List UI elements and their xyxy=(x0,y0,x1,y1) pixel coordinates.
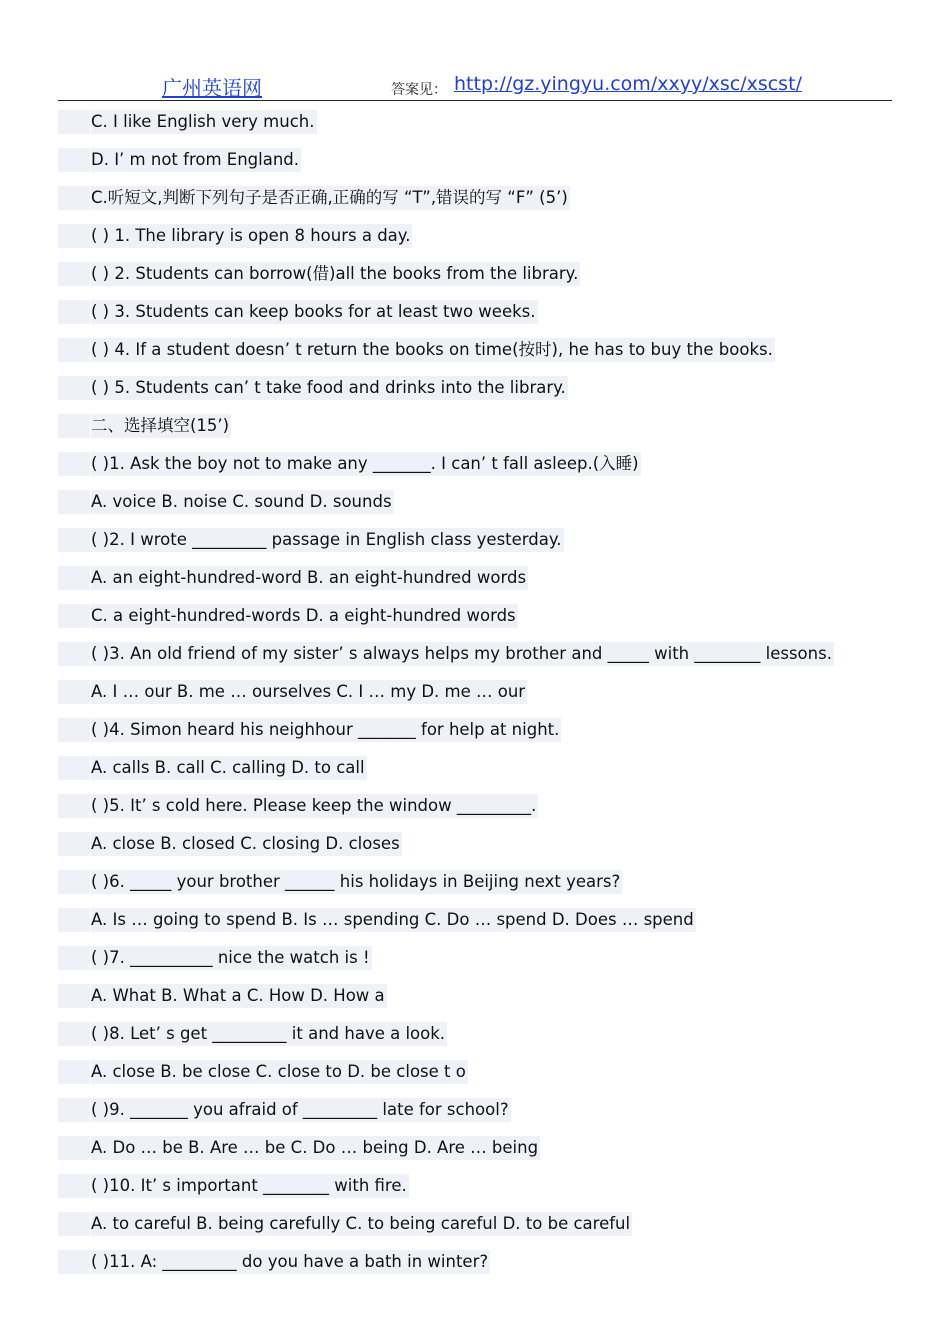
answer-url-link[interactable]: http://gz.yingyu.com/xxyy/xsc/xscst/ xyxy=(454,73,802,95)
site-name-link[interactable]: 广州英语网 xyxy=(162,76,262,100)
line-text: A. an eight-hundred-word B. an eight-hundred words xyxy=(91,566,528,590)
question-line xyxy=(58,640,892,678)
line-text: ( )1. Ask the boy not to make any _______. I can’ t fall asleep.(入睡) xyxy=(91,452,641,476)
line-text: ( )9. _______ you afraid of _________ late for school? xyxy=(91,1098,511,1122)
question-line xyxy=(58,1172,892,1210)
line-text: ( )7. __________ nice the watch is ! xyxy=(91,946,372,970)
line-text: C. a eight-hundred-words D. a eight-hundred words xyxy=(91,604,518,628)
options-line xyxy=(58,754,892,792)
options-line xyxy=(58,564,892,602)
line-text: A. I … our B. me … ourselves C. I … my D. me … our xyxy=(91,680,527,704)
line-text: D. I’ m not from England. xyxy=(91,148,301,172)
question-line xyxy=(58,868,892,906)
line-text: A. close B. be close C. close to D. be close t o xyxy=(91,1060,468,1084)
line-text: ( )6. _____ your brother ______ his holidays in Beijing next years? xyxy=(91,870,622,894)
line-text: C.听短文,判断下列句子是否正确,正确的写 “T”,错误的写 “F” (5’) xyxy=(91,186,570,210)
line-text: ( )10. It’ s important ________ with fire. xyxy=(91,1174,409,1198)
options-line xyxy=(58,982,892,1020)
line-text: ( )4. Simon heard his neighhour _______ for help at night. xyxy=(91,718,561,742)
line-text: ( )3. An old friend of my sister’ s always helps my brother and _____ with ________ lessons. xyxy=(91,642,834,666)
question-line xyxy=(58,1248,892,1286)
line-text: A. to careful B. being carefully C. to being careful D. to be careful xyxy=(91,1212,632,1236)
question-line xyxy=(58,222,892,260)
question-line xyxy=(58,1020,892,1058)
question-line xyxy=(58,450,892,488)
options-line xyxy=(58,906,892,944)
options-line xyxy=(58,1058,892,1096)
question-line xyxy=(58,298,892,336)
line-text: ( )2. I wrote _________ passage in English class yesterday. xyxy=(91,528,564,552)
section-heading xyxy=(58,412,892,450)
line-text: A. voice B. noise C. sound D. sounds xyxy=(91,490,394,514)
page-header xyxy=(58,68,892,101)
line-text: A. Is … going to spend B. Is … spending C. Do … spend D. Does … spend xyxy=(91,908,696,932)
text-line xyxy=(58,146,892,184)
question-line xyxy=(58,374,892,412)
line-text: A. What B. What a C. How D. How a xyxy=(91,984,387,1008)
options-line xyxy=(58,678,892,716)
question-line xyxy=(58,716,892,754)
line-text: 二、选择填空(15’) xyxy=(91,414,231,438)
line-text: A. calls B. call C. calling D. to call xyxy=(91,756,367,780)
question-line xyxy=(58,260,892,298)
line-text: ( ) 1. The library is open 8 hours a day. xyxy=(91,224,412,248)
line-text: ( )8. Let’ s get _________ it and have a look. xyxy=(91,1022,447,1046)
line-text: ( )11. A: _________ do you have a bath in winter? xyxy=(91,1250,490,1274)
line-text: ( ) 4. If a student doesn’ t return the books on time(按时), he has to buy the books. xyxy=(91,338,775,362)
answer-label: 答案见： xyxy=(391,82,447,98)
line-text: ( ) 5. Students can’ t take food and drinks into the library. xyxy=(91,376,568,400)
options-line xyxy=(58,488,892,526)
line-text: A. close B. closed C. closing D. closes xyxy=(91,832,402,856)
line-text: A. Do … be B. Are … be C. Do … being D. Are … being xyxy=(91,1136,540,1160)
question-line xyxy=(58,792,892,830)
line-text: ( ) 2. Students can borrow(借)all the books from the library. xyxy=(91,262,580,286)
question-line xyxy=(58,526,892,564)
question-line xyxy=(58,944,892,982)
options-line xyxy=(58,602,892,640)
question-line xyxy=(58,336,892,374)
options-line xyxy=(58,830,892,868)
text-line xyxy=(58,108,892,146)
question-line xyxy=(58,1096,892,1134)
line-text: ( ) 3. Students can keep books for at least two weeks. xyxy=(91,300,538,324)
line-text: ( )5. It’ s cold here. Please keep the window _________. xyxy=(91,794,538,818)
section-heading xyxy=(58,184,892,222)
line-text: C. I like English very much. xyxy=(91,110,317,134)
options-line xyxy=(58,1134,892,1172)
document-body xyxy=(58,108,892,1286)
options-line xyxy=(58,1210,892,1248)
